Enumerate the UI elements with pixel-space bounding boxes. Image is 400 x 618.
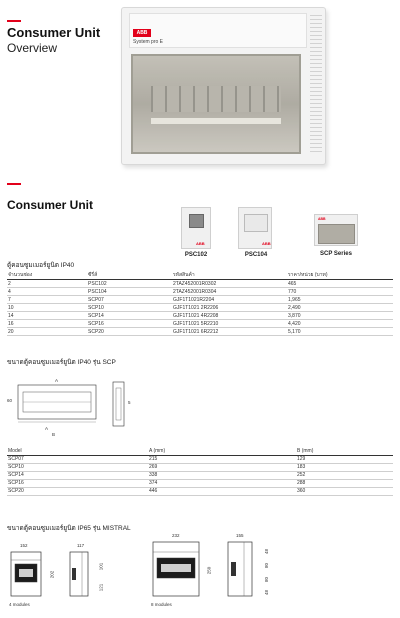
mistral-4-side-svg xyxy=(68,550,94,598)
table-header-row xyxy=(7,447,393,455)
table-row xyxy=(7,280,393,288)
table-row xyxy=(7,328,393,336)
dim-155: 155 xyxy=(236,533,244,538)
psc104-image xyxy=(238,207,272,249)
cell: GJF1T1021R2204 xyxy=(172,296,287,304)
col-model: Model xyxy=(7,447,148,455)
table-row xyxy=(7,479,393,487)
scp-brand: ABB xyxy=(318,217,326,221)
table-row xyxy=(7,471,393,479)
dim-232: 232 xyxy=(172,533,180,538)
note-4-modules: 4 modules xyxy=(9,602,30,607)
psc104-brand: ABB xyxy=(262,241,271,246)
table-row xyxy=(7,320,393,328)
psc102-brand: ABB xyxy=(196,241,205,246)
table-row xyxy=(7,463,393,471)
cell: SCP16 xyxy=(7,479,148,487)
product-psc102 xyxy=(177,207,215,259)
cell: SCP07 xyxy=(7,455,148,463)
scp-front-svg xyxy=(15,383,100,423)
mistral-4-front-drawing xyxy=(9,550,47,598)
cell: 338 xyxy=(148,471,296,479)
cell: SCP07 xyxy=(87,296,172,304)
dim-48-bottom: 48 xyxy=(264,589,270,596)
mistral-8-front-drawing xyxy=(151,540,203,598)
scp-drawing-title: ขนาดตู้คอนซูมเมอร์ยูนิต IP40 รุ่น SCP xyxy=(7,359,116,366)
product-psc104 xyxy=(236,207,276,259)
table-row xyxy=(7,288,393,296)
section-title: Consumer Unit xyxy=(7,198,94,212)
cell: 4 xyxy=(7,288,87,296)
cell: SCP10 xyxy=(87,304,172,312)
psc102-label: PSC102 xyxy=(184,252,208,258)
mistral-8-side-drawing xyxy=(226,540,258,598)
table-row xyxy=(7,487,393,495)
vent-slots xyxy=(310,15,322,155)
mistral-drawing-title: ขนาดตู้คอนซูมเมอร์ยูนิต IP65 รุ่น MISTRAL xyxy=(7,525,131,532)
cell: 770 xyxy=(287,288,393,296)
cell: GJF1T1021 5R2210 xyxy=(172,320,287,328)
cell: 374 xyxy=(148,479,296,487)
cell: 215 xyxy=(148,455,296,463)
cell: 16 xyxy=(7,320,87,328)
note-8-modules: 8 modules xyxy=(151,602,172,607)
header-accent-bar xyxy=(7,20,21,22)
cell: SCP20 xyxy=(7,487,148,495)
cell: 446 xyxy=(148,487,296,495)
cell: 2 xyxy=(7,280,87,288)
table-row xyxy=(7,304,393,312)
col-series: ซีรี่ส์ xyxy=(87,271,172,280)
product-scp-series xyxy=(312,214,360,259)
dim-121: 121 xyxy=(98,583,104,592)
col-slots: จำนวนช่อง xyxy=(7,271,87,280)
transparent-door xyxy=(131,54,301,154)
scp-front-drawing xyxy=(15,383,100,423)
mistral-8-side-svg xyxy=(226,540,258,598)
dim-60: 60 xyxy=(7,398,13,403)
page-title: Consumer Unit xyxy=(7,25,101,40)
label-strip xyxy=(151,118,281,124)
dim-80-b: 80 xyxy=(264,576,270,583)
brand-subtitle: System pro E xyxy=(133,39,164,45)
cell: SCP16 xyxy=(87,320,172,328)
cell: 360 xyxy=(296,487,393,495)
col-a: A (mm) xyxy=(148,447,296,455)
col-code: รหัสสินค้า xyxy=(172,271,287,280)
cell: PSC102 xyxy=(87,280,172,288)
page-subtitle: Overview xyxy=(7,41,58,55)
dim-a-bottom: A xyxy=(45,426,49,431)
cell: SCP10 xyxy=(7,463,148,471)
cell: 20 xyxy=(7,328,87,336)
dim-80-a: 80 xyxy=(264,562,270,569)
col-price: ราคา/หน่วย (บาท) xyxy=(287,271,393,280)
table-row xyxy=(7,296,393,304)
scp-dimension-table xyxy=(7,447,393,496)
dim-a-top: A xyxy=(55,378,59,383)
cell: 14 xyxy=(7,312,87,320)
cell: GJF1T1021 4R2208 xyxy=(172,312,287,320)
scp-side-drawing xyxy=(110,380,128,430)
dim-117: 117 xyxy=(77,543,85,548)
psc102-image xyxy=(181,207,211,249)
cell: 2TAZ452001R0302 xyxy=(172,280,287,288)
col-b: B (mm) xyxy=(296,447,393,455)
consumer-unit-hero-image xyxy=(121,7,326,165)
cell: 5,170 xyxy=(287,328,393,336)
ip40-price-table xyxy=(7,271,393,336)
dim-152: 152 xyxy=(20,543,28,548)
dim-202: 202 xyxy=(49,570,55,579)
scp-series-label: SCP Series xyxy=(320,251,352,257)
cell: 269 xyxy=(148,463,296,471)
dim-5: 5 xyxy=(128,400,131,405)
dim-b: B xyxy=(52,432,56,437)
cell: PSC104 xyxy=(87,288,172,296)
psc104-label: PSC104 xyxy=(244,252,268,258)
psc104-window xyxy=(244,214,268,232)
psc102-window xyxy=(189,214,204,228)
cell: 2,490 xyxy=(287,304,393,312)
ip40-table-title: ตู้คอนซูมเมอร์ยูนิต IP40 xyxy=(7,262,75,269)
scp-door xyxy=(318,224,355,244)
cell: 2TAZ452001R0304 xyxy=(172,288,287,296)
abb-logo: ABB xyxy=(133,29,151,37)
cell: 4,420 xyxy=(287,320,393,328)
cell: SCP14 xyxy=(7,471,148,479)
breaker-rail xyxy=(151,86,281,112)
section-accent-bar xyxy=(7,183,21,185)
table-header-row xyxy=(7,271,393,280)
mistral-4-side-drawing xyxy=(68,550,94,598)
dim-48-top: 48 xyxy=(264,548,270,555)
cell: GJF1T1021 2R2206 xyxy=(172,304,287,312)
table-row xyxy=(7,312,393,320)
cell: 3,870 xyxy=(287,312,393,320)
scp-side-svg xyxy=(110,380,128,430)
scp-image xyxy=(314,214,358,246)
cell: SCP20 xyxy=(87,328,172,336)
table-row xyxy=(7,455,393,463)
cell: 288 xyxy=(296,479,393,487)
cell: 1,965 xyxy=(287,296,393,304)
cell: SCP14 xyxy=(87,312,172,320)
mistral-4-front-svg xyxy=(9,550,47,598)
cell: 10 xyxy=(7,304,87,312)
dim-250: 250 xyxy=(206,566,212,575)
cell: 465 xyxy=(287,280,393,288)
cell: 129 xyxy=(296,455,393,463)
dim-101: 101 xyxy=(98,562,104,571)
mistral-8-front-svg xyxy=(151,540,203,598)
cell: 183 xyxy=(296,463,393,471)
cell: 7 xyxy=(7,296,87,304)
cell: GJF1T1021 6R2212 xyxy=(172,328,287,336)
cell: 252 xyxy=(296,471,393,479)
